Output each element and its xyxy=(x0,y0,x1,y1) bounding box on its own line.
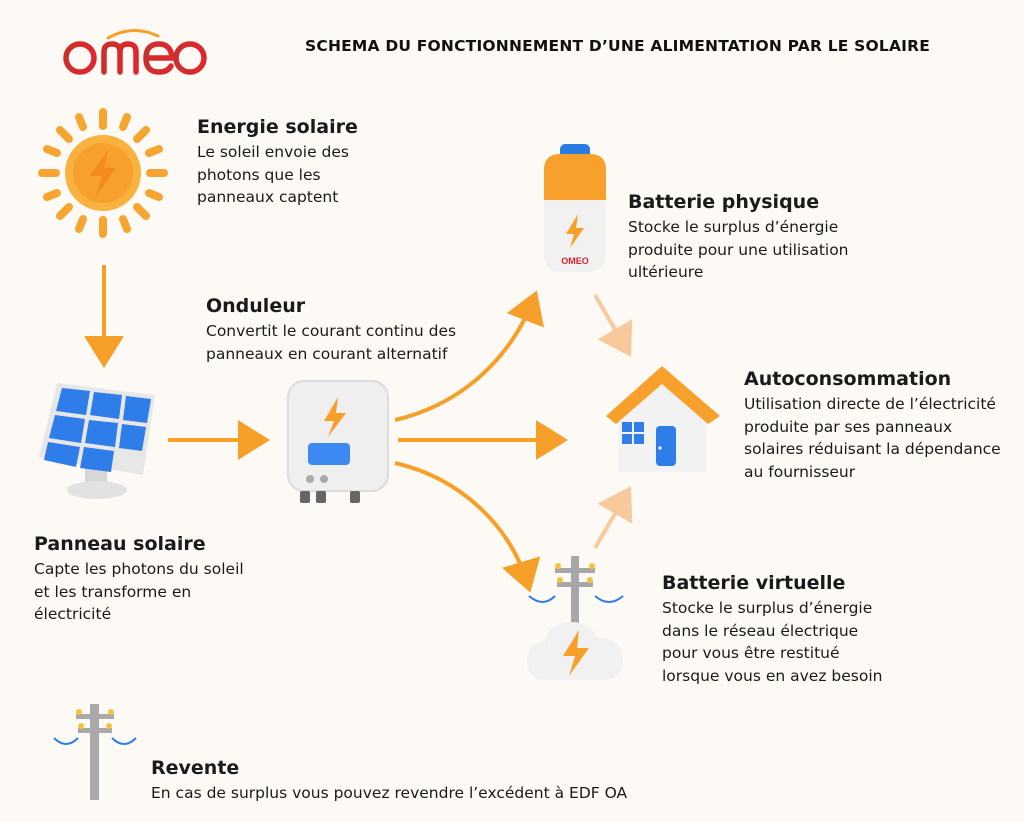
panneau-solaire-description: Capte les photons du soleil et les transforme en électricité xyxy=(34,560,244,623)
autoconsommation-title: Autoconsommation xyxy=(744,368,952,390)
node-batterie-virtuelle xyxy=(662,571,922,687)
cloud-pylon-icon xyxy=(525,552,630,687)
house-icon xyxy=(600,360,725,480)
batterie-virtuelle-description: Stocke le surplus d’énergie dans le réseau électrique pour vous être restitué lorsque vous en avez besoin xyxy=(662,599,883,685)
revente-description: En cas de surplus vous pouvez revendre l’excédent à EDF OA xyxy=(151,784,628,802)
omeo-logo xyxy=(58,24,208,80)
node-energie-solaire xyxy=(197,115,417,209)
arrow-virtual-to-house xyxy=(595,493,627,548)
node-batterie-physique xyxy=(628,190,918,284)
autoconsommation-description: Utilisation directe de l’électricité produite par ses panneaux solaires réduisant la dépendance au fournisseur xyxy=(744,395,1001,481)
energie-solaire-title: Energie solaire xyxy=(197,116,358,138)
arrow-battery-to-house xyxy=(595,295,627,350)
panneau-solaire-title: Panneau solaire xyxy=(34,533,206,555)
battery-logo: OMEO xyxy=(561,256,589,266)
solar-panel-icon xyxy=(35,375,165,505)
node-autoconsommation xyxy=(744,367,1014,483)
sun-icon xyxy=(38,108,168,238)
onduleur-title: Onduleur xyxy=(206,295,306,317)
batterie-physique-title: Batterie physique xyxy=(628,191,820,213)
revente-title: Revente xyxy=(151,757,240,779)
node-revente xyxy=(151,756,851,805)
node-onduleur xyxy=(206,294,486,365)
batterie-physique-description: Stocke le surplus d’énergie produite pour une utilisation ultérieure xyxy=(628,218,849,281)
arrow-inverter-to-virtual-battery xyxy=(395,463,528,585)
energie-solaire-description: Le soleil envoie des photons que les panneaux captent xyxy=(197,143,350,206)
batterie-virtuelle-title: Batterie virtuelle xyxy=(662,572,846,594)
inverter-icon xyxy=(280,375,395,510)
node-panneau-solaire xyxy=(34,532,274,626)
page-title: SCHEMA DU FONCTIONNEMENT D’UNE ALIMENTATION PAR LE SOLAIRE xyxy=(305,37,931,55)
onduleur-description: Convertit le courant continu des panneaux en courant alternatif xyxy=(206,322,457,363)
battery-icon xyxy=(540,140,610,278)
pylon-icon xyxy=(52,700,137,805)
